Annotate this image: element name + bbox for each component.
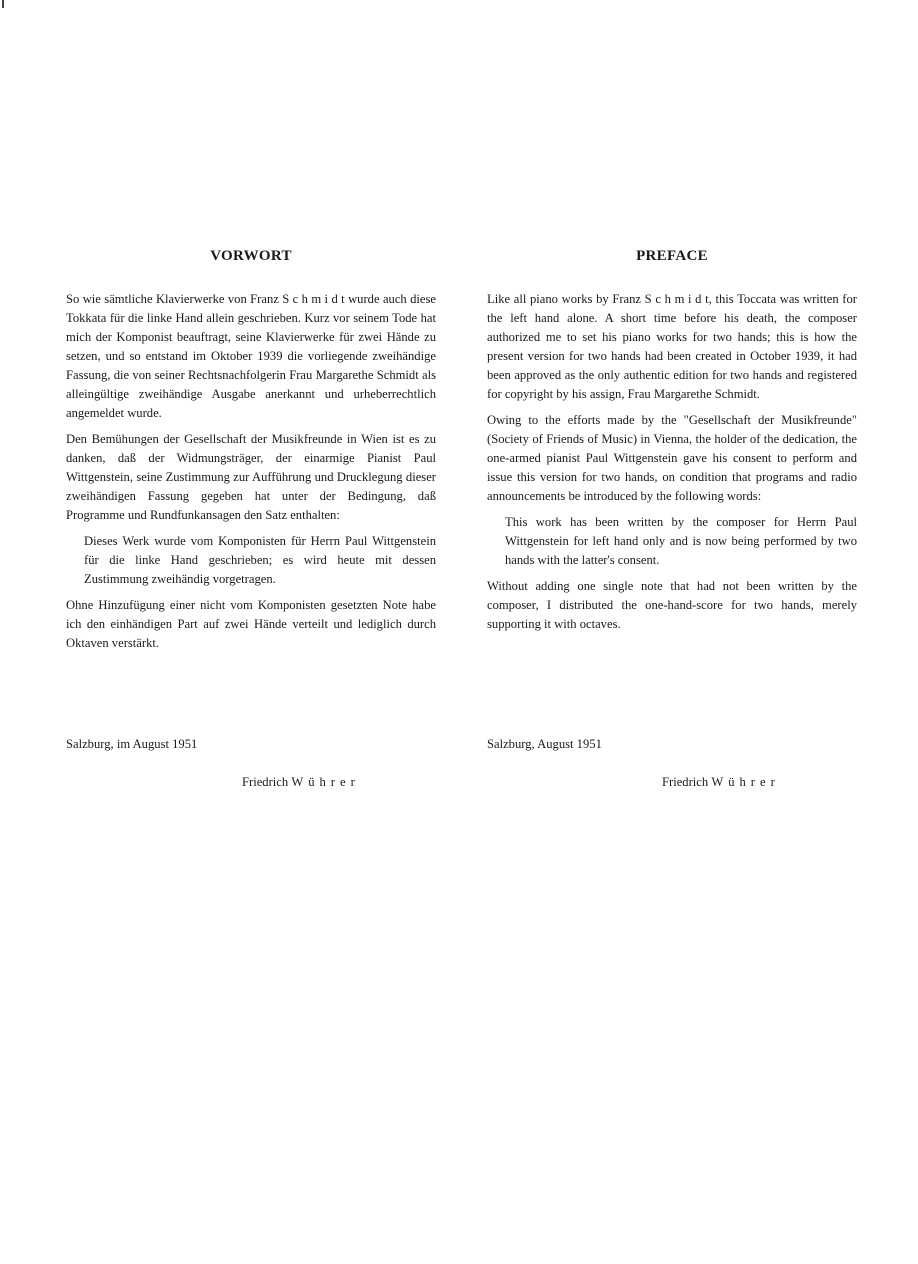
german-paragraph-2: Den Bemühungen der Gesellschaft der Musikfreunde in Wien ist es zu danken, daß der Widmungsträger, der einarmige Pianist Paul Wittgenstein, seine Zustimmung zur Aufführung und Drucklegung dieser zweihändigen Fassung gegeben hat unter der Bedingung, daß Programme und Rundfunkansagen den Satz enthalten: xyxy=(66,432,436,522)
german-signature xyxy=(242,773,360,791)
english-paragraph-2: Owing to the efforts made by the "Gesellschaft der Musikfreunde" (Society of Friends of Music) in Vienna, the holder of the dedication, the one-armed pianist Paul Wittgenstein gave his consent to perform and issue this version for two hands, on condition that programs and radio announcements be introduced by the following words: xyxy=(487,413,857,503)
english-heading: PREFACE xyxy=(636,248,708,264)
english-signature xyxy=(662,773,780,791)
english-signature-first-name: Friedrich xyxy=(662,775,709,789)
english-preface-column xyxy=(487,246,857,641)
scan-corner-mark xyxy=(2,0,4,8)
english-quote: This work has been written by the composer for Herrn Paul Wittgenstein for left hand only and is now being performed by two hands with the latter's consent. xyxy=(505,515,857,567)
german-heading: VORWORT xyxy=(210,248,292,264)
german-paragraph-1: So wie sämtliche Klavierwerke von Franz S c h m i d t wurde auch diese Tokkata für die linke Hand allein geschrieben. Kurz vor seinem Tode hat mich der Komponist beauftragt, seine Klavierwerke für zwei Hände zu setzen, und so entstand im Oktober 1939 die vorliegende zweihändige Fassung, die von seiner Rechtsnachfolgerin Frau Margarethe Schmidt als alleingültige zweihändige Ausgabe anerkannt und urheberrechtlich angemeldet wurde. xyxy=(66,292,436,420)
english-signature-last-name: Wührer xyxy=(711,775,780,789)
english-paragraph-3: Without adding one single note that had not been written by the composer, I distributed the one-hand-score for two hands, merely supporting it with octaves. xyxy=(487,579,857,631)
english-paragraph-1: Like all piano works by Franz S c h m i d t, this Toccata was written for the left hand alone. A short time before his death, the composer authorized me to set his piano works for two hands; this is how the present version for two hands had been created in October 1939, it had been approved as the only authentic edition for two hands and registered for copyright by his assign, Frau Margarethe Schmidt. xyxy=(487,292,857,401)
german-signature-last-name: Wührer xyxy=(291,775,360,789)
german-signature-first-name: Friedrich xyxy=(242,775,289,789)
german-preface-column xyxy=(66,246,436,660)
german-place-date: Salzburg, im August 1951 xyxy=(66,737,198,751)
german-paragraph-3: Ohne Hinzufügung einer nicht vom Komponisten gesetzten Note habe ich den einhändigen Part auf zwei Hände verteilt und lediglich durch Oktaven verstärkt. xyxy=(66,598,436,650)
english-place-date: Salzburg, August 1951 xyxy=(487,737,602,751)
german-quote: Dieses Werk wurde vom Komponisten für Herrn Paul Wittgenstein für die linke Hand geschrieben; es wird heute mit dessen Zustimmung zweihändig vorgetragen. xyxy=(84,534,436,586)
